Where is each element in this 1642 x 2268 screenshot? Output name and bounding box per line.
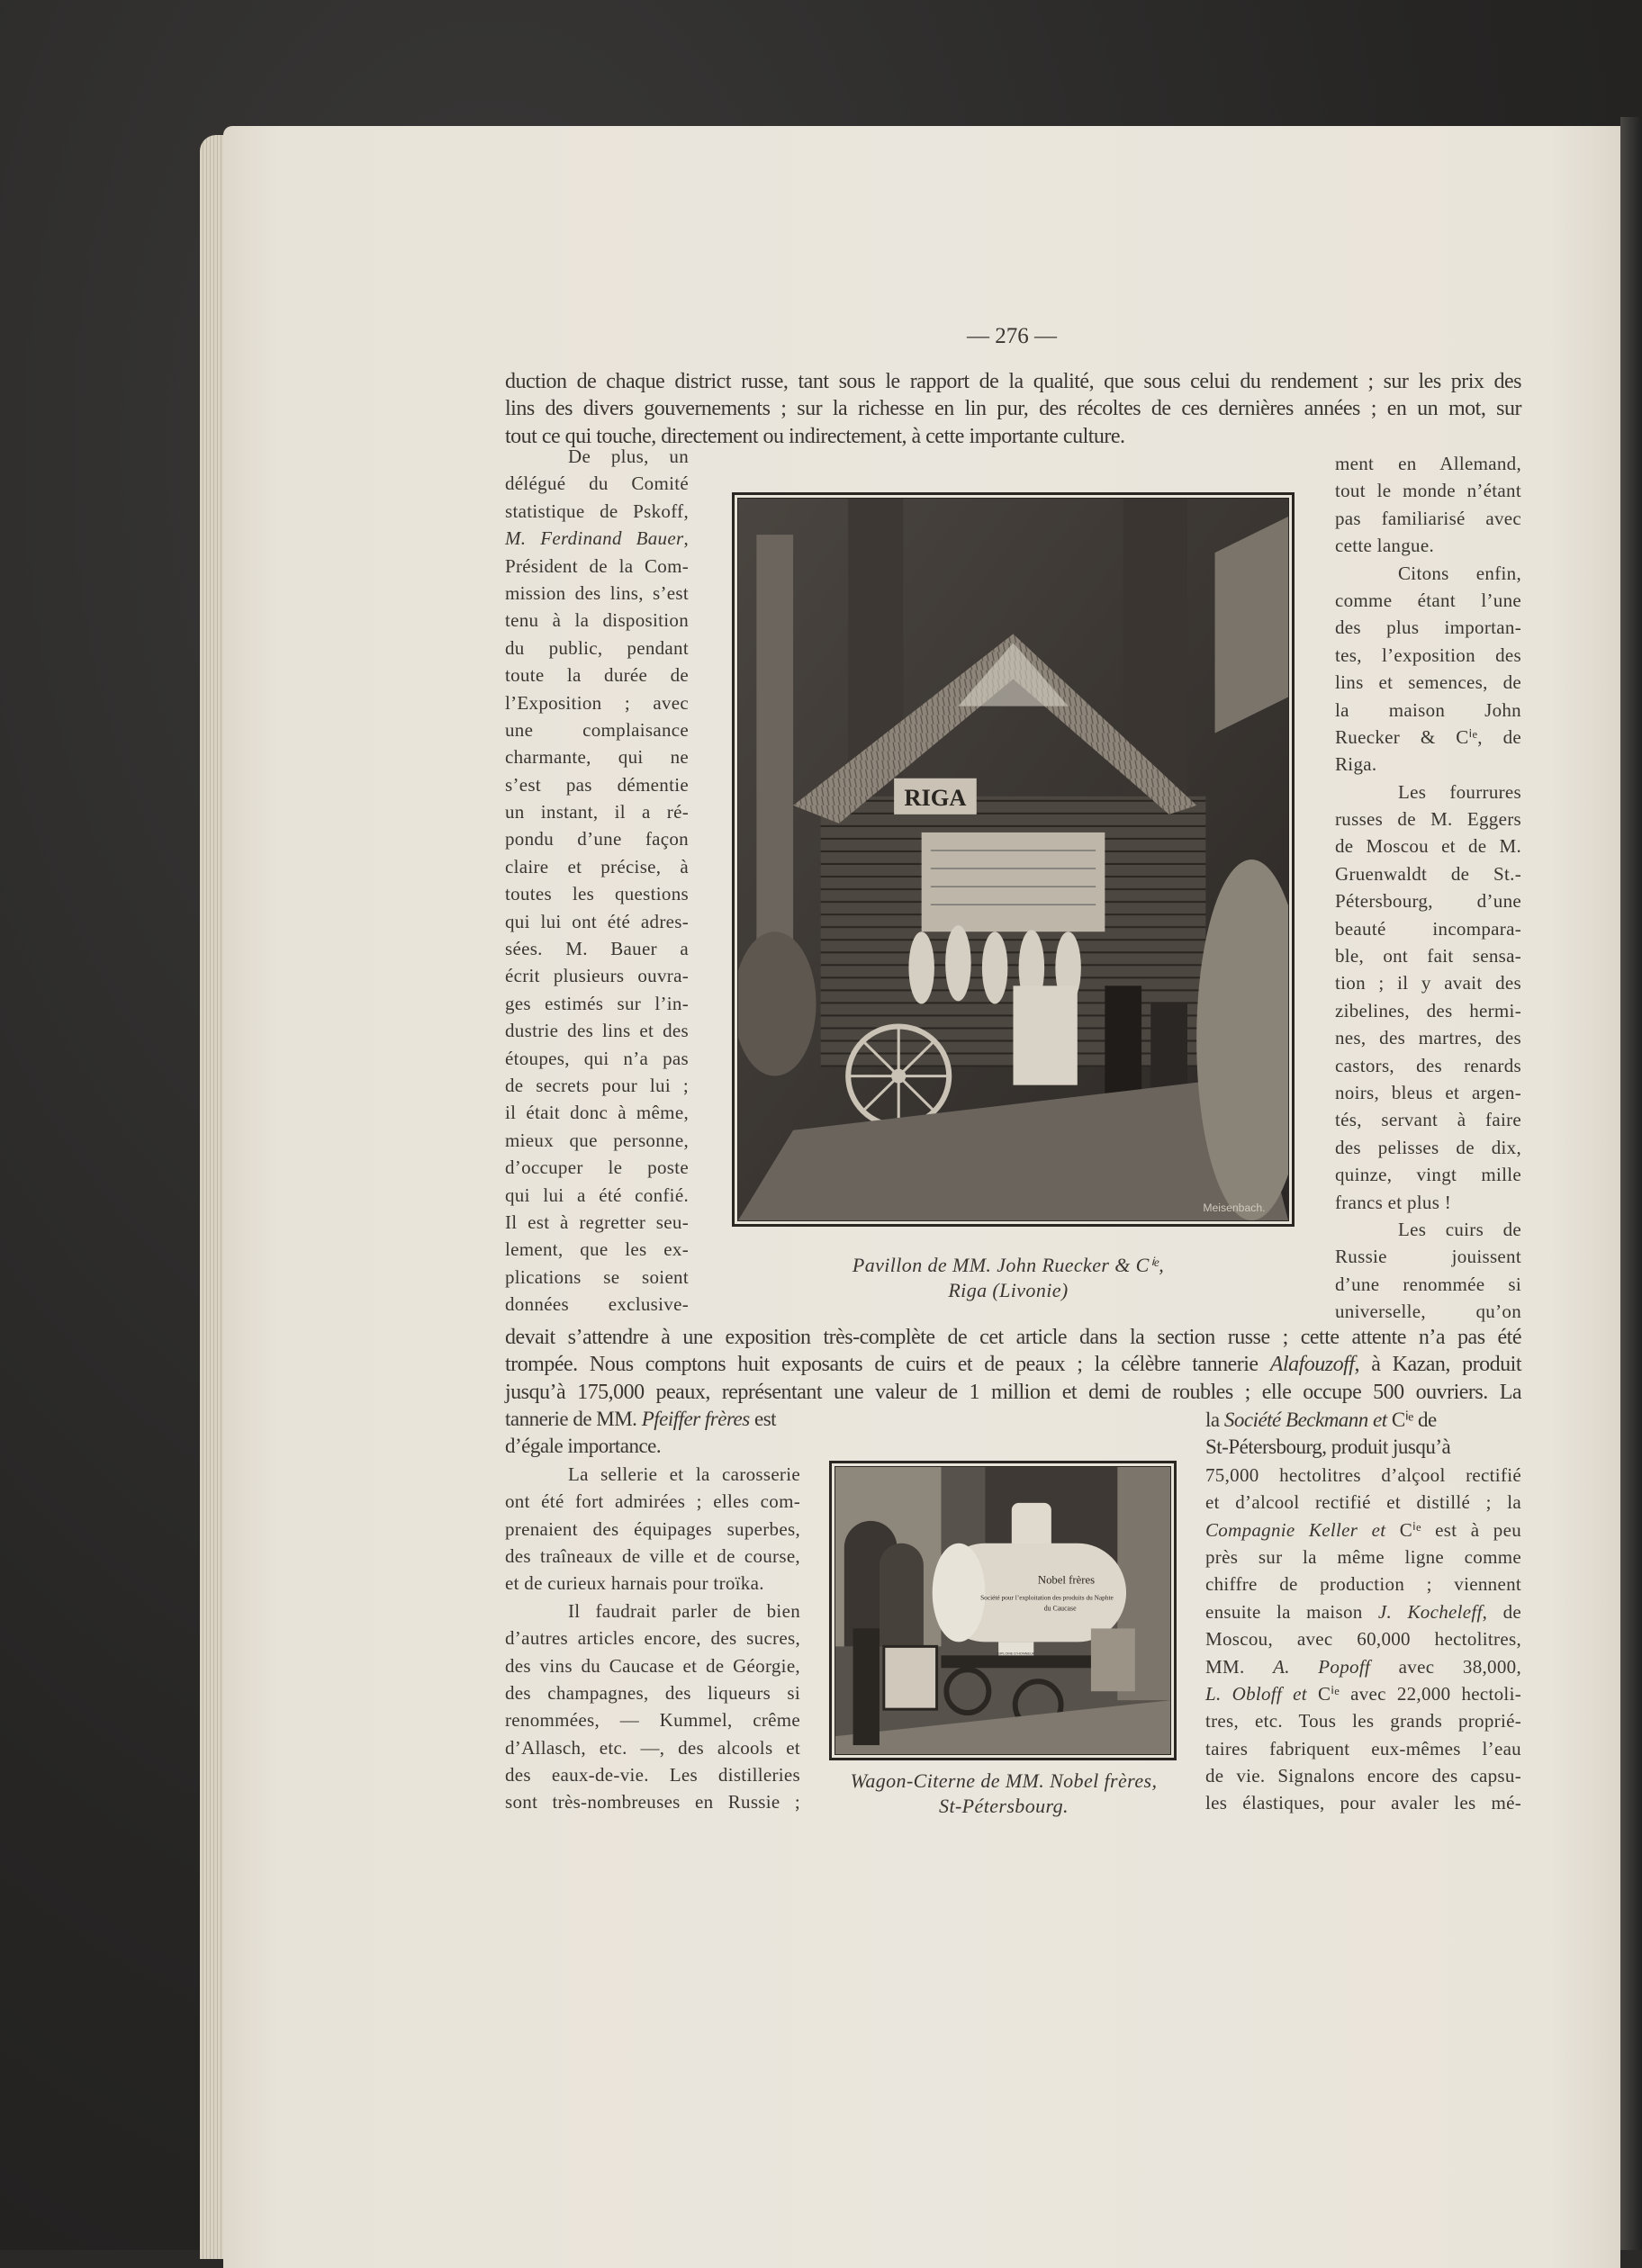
text-line: De plus, un: [568, 446, 689, 467]
text-line: toute la durée de: [505, 664, 689, 687]
figure-tank-wagon-photo: [829, 1461, 1177, 1760]
text-line: sées. M. Bauer a: [505, 938, 689, 960]
text-line: renommées, — Kummel, crême: [505, 1709, 800, 1732]
text-line: noirs, bleus et argen-: [1335, 1081, 1521, 1103]
text-line: quinze, vingt mille: [1335, 1164, 1521, 1186]
text-line: La sellerie et la carosserie: [568, 1462, 800, 1485]
text-line: d’Allasch, etc. —, des alcools et: [505, 1736, 800, 1759]
text-line: Il est à regretter seu-: [505, 1210, 689, 1233]
text-line: et d’alcool rectifié et distillé ; la: [1205, 1491, 1521, 1514]
text-line: trompée. Nous comptons huit exposants de cuirs et de peaux ; la célèbre tannerie Alafouzoff, à Kazan, produit: [505, 1353, 1521, 1377]
text-line: la Société Beckmann et Cⁱᵉ de: [1205, 1408, 1437, 1431]
text-line: lement, que les ex-: [505, 1238, 689, 1261]
text-line: d’une renommée si: [1335, 1273, 1521, 1295]
text-line: un instant, il a ré-: [505, 801, 689, 824]
text-line: nes, des martres, des: [1335, 1027, 1521, 1049]
text-line: tés, servant à faire: [1335, 1109, 1521, 1131]
text-line: Il faudrait parler de bien: [568, 1599, 800, 1622]
text-line: écrit plusieurs ouvra-: [505, 965, 689, 987]
text-line: des plus importan-: [1335, 616, 1521, 639]
riga-sign: RIGA: [904, 785, 967, 811]
text-line: données exclusive-: [505, 1293, 689, 1316]
tank-lettering: du Caucase: [1043, 1604, 1077, 1613]
tank-lettering: Société pour l’exploitation des produits du Naphte: [980, 1593, 1114, 1602]
text-line: sont très-nombreuses en Russie ;: [505, 1791, 800, 1814]
text-line: tout le monde n’étant: [1335, 480, 1521, 502]
text-line: Russie jouissent: [1335, 1246, 1521, 1268]
text-line: cette langue.: [1335, 535, 1435, 557]
text-line: Gruenwaldt de St.-: [1335, 862, 1521, 885]
text-line: ble, ont fait sensa-: [1335, 945, 1521, 968]
text-line: L. Obloff et Cⁱᵉ avec 22,000 hectoli-: [1205, 1682, 1521, 1705]
text-line: Citons enfin,: [1398, 562, 1521, 584]
text-line: s’est pas démentie: [505, 773, 689, 796]
page-number: — 276 —: [967, 324, 1057, 348]
text-line: tes, l’exposition des: [1335, 644, 1521, 666]
caption-line: Riga (Livonie): [948, 1279, 1069, 1301]
text-line: duction de chaque district russe, tant sous le rapport de la qualité, que sous celui du rendement ; sur les prix des: [505, 370, 1521, 393]
text-line: universelle, qu’on: [1335, 1300, 1521, 1323]
text-line: charmante, qui ne: [505, 746, 689, 769]
text-line: d’égale importance.: [505, 1435, 662, 1458]
text-line: prenaient des équipages superbes,: [505, 1517, 800, 1540]
placard-text: DIPLOME D’HONNEUR: [997, 1651, 1035, 1656]
pavilion-illustration: [738, 499, 1288, 1220]
text-line: de Moscou et de M.: [1335, 835, 1521, 858]
text-line: tout ce qui touche, directement ou indirectement, à cette importante culture.: [505, 424, 1125, 448]
text-line: près sur la même ligne comme: [1205, 1545, 1521, 1568]
text-line: l’Exposition ; avec: [505, 691, 689, 714]
text-line: Compagnie Keller et Cⁱᵉ est à peu: [1205, 1518, 1521, 1541]
text-line: délégué du Comité: [505, 472, 689, 495]
text-line: du public, pendant: [505, 636, 689, 659]
text-line: pondu d’une façon: [505, 828, 689, 850]
binding-edge: [1620, 117, 1642, 2250]
caption-line: Pavillon de MM. John Ruecker & Cⁱᵉ,: [852, 1254, 1165, 1276]
figure-1-caption: [747, 1253, 1269, 1303]
text-line: plications se soient: [505, 1265, 689, 1288]
text-line: jusqu’à 175,000 peaux, représentant une valeur de 1 million et demi de roubles ; elle occupe 500 ouvriers. La: [505, 1380, 1521, 1404]
text-line: tion ; il y avait des: [1335, 972, 1521, 994]
text-line: Moscou, avec 60,000 hectolitres,: [1205, 1628, 1521, 1651]
tank-lettering: Nobel frères: [1037, 1573, 1096, 1587]
figure-pavilion-photo: [732, 492, 1295, 1227]
text-line: lins des divers gouvernements ; sur la richesse en lin pur, des récoltes de ces dernières années ; en un mot, sur: [505, 397, 1521, 421]
text-line: Riga.: [1335, 753, 1377, 776]
text-line: Ruecker & Cⁱᵉ, de: [1335, 725, 1521, 748]
figure-2-caption: [815, 1768, 1193, 1819]
text-line: d’autres articles encore, des sucres,: [505, 1627, 800, 1650]
text-line: 75,000 hectolitres d’alçool rectifié: [1205, 1463, 1521, 1486]
text-line: et de curieux harnais pour troïka.: [505, 1572, 764, 1595]
text-line: étoupes, qui n’a pas: [505, 1047, 689, 1069]
text-line: pas familiarisé avec: [1335, 507, 1521, 529]
text-line: des eaux-de-vie. Les distilleries: [505, 1764, 800, 1786]
caption-line: Wagon-Citerne de MM. Nobel frères,: [850, 1769, 1158, 1792]
text-line: tannerie de MM. Pfeiffer frères est: [505, 1408, 777, 1430]
text-line: ensuite la maison J. Kocheleff, de: [1205, 1600, 1521, 1623]
left-column-1: [505, 443, 689, 1318]
text-line: de secrets pour lui ;: [505, 1074, 689, 1096]
text-line: ges estimés sur l’in-: [505, 992, 689, 1014]
text-line: de vie. Signalons encore des capsu-: [1205, 1765, 1521, 1787]
text-line: Président de la Com-: [505, 554, 689, 577]
text-line: ont été fort admirées ; elles com-: [505, 1490, 800, 1513]
text-line: dustrie des lins et des: [505, 1020, 689, 1042]
text-line: Pétersbourg, d’une: [1335, 890, 1521, 913]
text-line: tres, etc. Tous les grands proprié-: [1205, 1710, 1521, 1732]
text-line: castors, des renards: [1335, 1054, 1521, 1076]
text-line: MM. A. Popoff avec 38,000,: [1205, 1655, 1521, 1678]
text-line: ment en Allemand,: [1335, 453, 1521, 474]
left-column-2: [505, 1406, 800, 1816]
text-line: M. Ferdinand Bauer,: [505, 527, 689, 550]
top-paragraph: [505, 368, 1521, 450]
text-line: statistique de Pskoff,: [505, 500, 689, 522]
text-line: Les fourrures: [1398, 780, 1521, 803]
text-line: des champagnes, des liqueurs si: [505, 1681, 800, 1704]
text-line: taires fabriquent eux-mêmes l’eau: [1205, 1737, 1521, 1760]
text-line: claire et précise, à: [505, 855, 689, 878]
right-column-1: [1335, 450, 1521, 1326]
text-line: comme étant l’une: [1335, 589, 1521, 611]
text-line: zibelines, des hermi-: [1335, 999, 1521, 1022]
text-line: toutes les questions: [505, 883, 689, 905]
text-line: tenu à la disposition: [505, 609, 689, 632]
text-line: qui lui a été confié.: [505, 1184, 689, 1206]
text-line: St-Pétersbourg, produit jusqu’à: [1205, 1436, 1451, 1459]
text-line: des vins du Caucase et de Géorgie,: [505, 1654, 800, 1677]
text-line: mission des lins, s’est: [505, 581, 689, 604]
text-line: d’occuper le poste: [505, 1156, 689, 1179]
text-line: une complaisance: [505, 718, 689, 741]
text-line: il était donc à même,: [505, 1102, 689, 1124]
text-line: des traîneaux de ville et de course,: [505, 1544, 800, 1567]
caption-line: St-Pétersbourg.: [939, 1795, 1069, 1817]
engraver-signature: Meisenbach.: [1203, 1202, 1266, 1214]
text-line: beauté incompara-: [1335, 917, 1521, 940]
text-line: des pelisses de dix,: [1335, 1136, 1521, 1158]
full-width-paragraph: [505, 1324, 1521, 1406]
tank-wagon-illustration: [835, 1467, 1170, 1754]
text-line: chiffre de production ; viennent: [1205, 1573, 1521, 1596]
right-column-2: [1205, 1407, 1521, 1817]
text-line: lins et semences, de: [1335, 671, 1521, 694]
text-line: mieux que personne,: [505, 1129, 689, 1151]
text-line: francs et plus !: [1335, 1191, 1452, 1213]
text-line: les élastiques, pour avaler les mé-: [1205, 1792, 1521, 1814]
text-line: la maison John: [1335, 698, 1521, 721]
text-line: russes de M. Eggers: [1335, 808, 1521, 831]
text-line: Les cuirs de: [1398, 1218, 1521, 1240]
text-line: qui lui ont été adres-: [505, 910, 689, 932]
text-line: devait s’attendre à une exposition très-complète de cet article dans la section russe ; cette attente n’a pas été: [505, 1326, 1521, 1349]
